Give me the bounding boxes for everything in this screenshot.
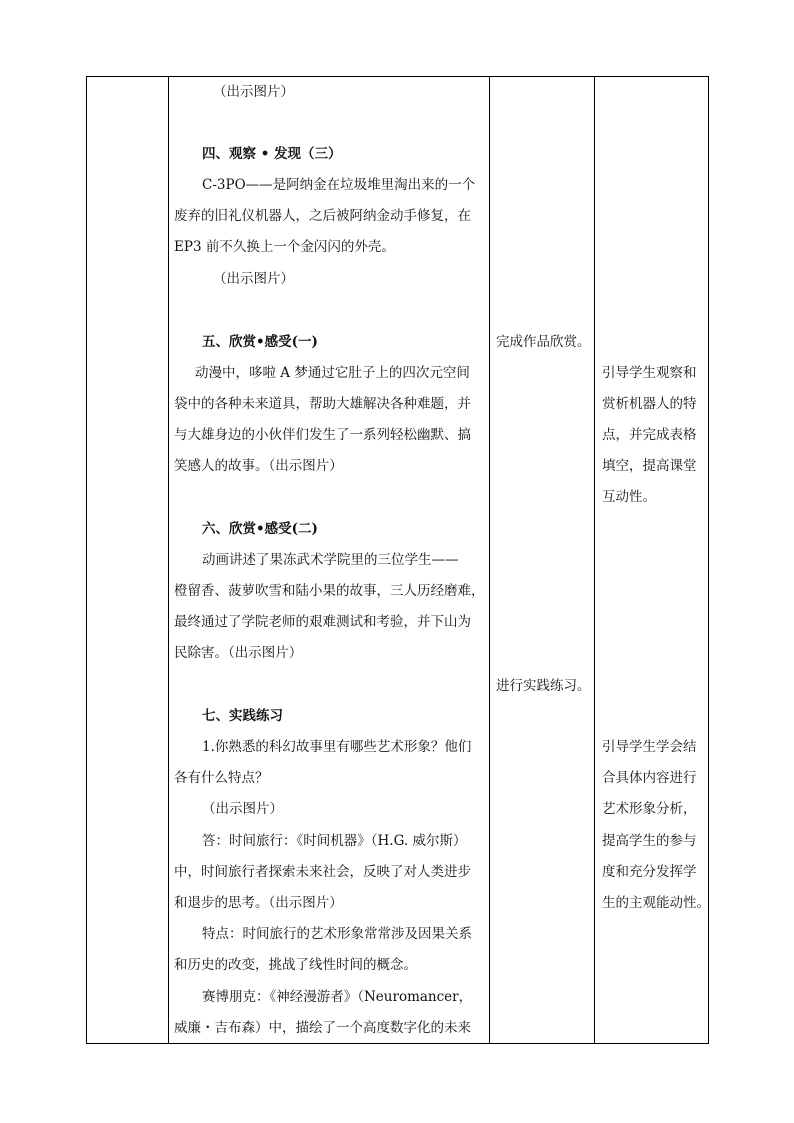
intent-line: 互动性。 bbox=[602, 489, 656, 505]
cyberpunk-line: 赛博朋克：《神经漫游者》（Neuromancer， bbox=[202, 989, 473, 1005]
intent-line: 赏析机器人的特 bbox=[602, 396, 697, 412]
paragraph-line: 民除害。（出示图片） bbox=[174, 645, 303, 661]
intent-line: 引导学生学会结 bbox=[602, 739, 697, 755]
paragraph-line: 橙留香、菠萝吹雪和陆小果的故事，三人历经磨难， bbox=[174, 583, 485, 599]
question-line: 1.你熟悉的科幻故事里有哪些艺术形象？他们 bbox=[202, 739, 472, 755]
answer-line: 答：时间旅行：《时间机器》（H.G. 威尔斯） bbox=[202, 833, 467, 849]
feature-line: 特点：时间旅行的艺术形象常常涉及因果关系 bbox=[202, 926, 472, 942]
show-image-note: （出示图片） bbox=[202, 801, 283, 817]
answer-line: 中，时间旅行者探索未来社会，反映了对人类进步 bbox=[174, 864, 471, 880]
intent-line: 引导学生观察和 bbox=[602, 365, 697, 381]
intent-line: 填空，提高课堂 bbox=[602, 458, 697, 474]
intent-line: 点，并完成表格 bbox=[602, 427, 697, 443]
teaching-content-cell bbox=[169, 77, 490, 1044]
paragraph-line: 笑感人的故事。（出示图片） bbox=[174, 458, 343, 474]
section-heading: 四、观察 • 发现（三） bbox=[202, 146, 342, 162]
intent-line: 合具体内容进行 bbox=[602, 770, 697, 786]
intent-line: 生的主观能动性。 bbox=[602, 895, 710, 911]
intent-line: 度和充分发挥学 bbox=[602, 864, 697, 880]
feature-line: 和历史的改变，挑战了线性时间的概念。 bbox=[174, 957, 417, 973]
question-line: 各有什么特点？ bbox=[174, 770, 269, 786]
show-image-note: （出示图片） bbox=[213, 271, 294, 287]
paragraph-line: 最终通过了学院老师的艰难测试和考验，并下山为 bbox=[174, 614, 471, 630]
show-image-note: （出示图片） bbox=[213, 84, 294, 100]
intent-line: 艺术形象分析， bbox=[602, 801, 697, 817]
student-activity: 完成作品欣赏。 bbox=[496, 334, 591, 350]
cyberpunk-line: 威廉・吉布森）中，描绘了一个高度数字化的未来 bbox=[174, 1020, 471, 1036]
paragraph-line: 动画讲述了果冻武术学院里的三位学生—— bbox=[202, 552, 459, 568]
paragraph-line: EP3 前不久换上一个金闪闪的外壳。 bbox=[174, 239, 395, 255]
student-activity: 进行实践练习。 bbox=[496, 678, 591, 694]
lesson-plan-table bbox=[86, 76, 709, 1044]
paragraph-line: 袋中的各种未来道具，帮助大雄解决各种难题，并 bbox=[174, 396, 471, 412]
answer-line: 和退步的思考。（出示图片） bbox=[174, 895, 343, 911]
stage-cell bbox=[87, 77, 169, 1044]
student-activity-cell bbox=[490, 77, 595, 1044]
paragraph-line: 废弃的旧礼仪机器人，之后被阿纳金动手修复，在 bbox=[174, 208, 471, 224]
section-heading: 六、欣赏•感受(二) bbox=[202, 521, 318, 537]
design-intent-cell bbox=[595, 77, 709, 1044]
table-row bbox=[87, 77, 709, 1044]
paragraph-line: 与大雄身边的小伙伴们发生了一系列轻松幽默、搞 bbox=[174, 427, 471, 443]
paragraph-line: C-3PO——是阿纳金在垃圾堆里淘出来的一个 bbox=[202, 177, 476, 193]
section-heading: 七、实践练习 bbox=[202, 708, 283, 724]
section-heading: 五、欣赏•感受(一) bbox=[202, 334, 318, 350]
paragraph-line: 动漫中，哆啦 A 梦通过它肚子上的四次元空间 bbox=[195, 365, 470, 381]
intent-line: 提高学生的参与 bbox=[602, 833, 697, 849]
